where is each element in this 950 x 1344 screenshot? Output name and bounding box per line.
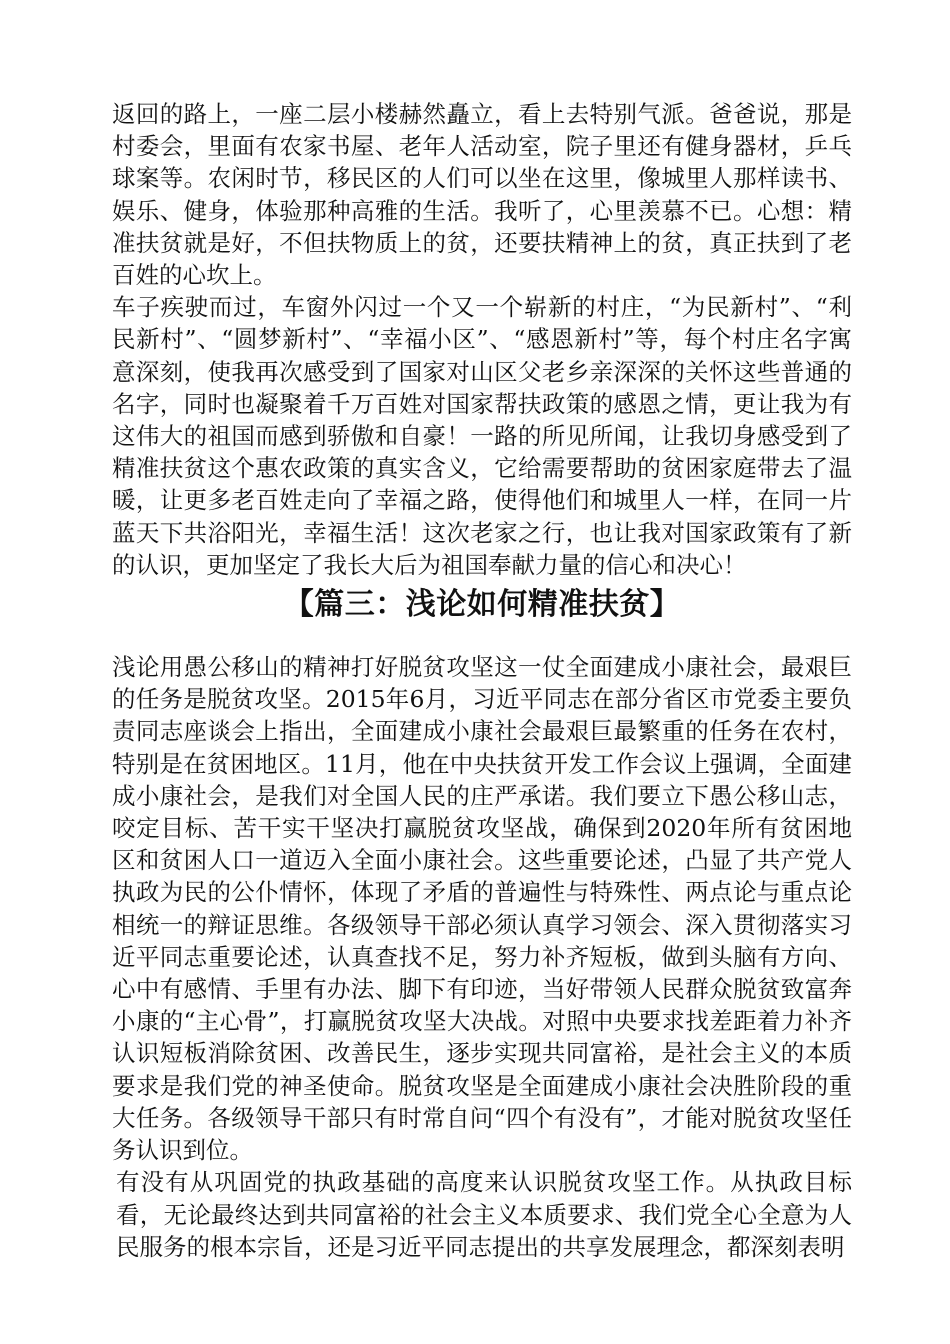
section-heading: 【篇三：浅论如何精准扶贫】 (283, 587, 681, 623)
document-page (112, 98, 852, 1263)
paragraph-poverty-alleviation: 浅论用愚公移山的精神打好脱贫攻坚这一仗全面建成小康社会，最艰巨的任务是脱贫攻坚。2015年6月，习近平同志在部分省区市党委主要负责同志座谈会上指出，全面建成小康社会最艰巨最繁重的任务在农村，特别是在贫困地区。11月，他在中央扶贫开发工作会议上强调，全面建成小康社会，是我们对全国人民的庄严承诺。我们要立下愚公移山志，咬定目标、苦干实干坚决打赢脱贫攻坚战，确保到2020年所有贫困地区和贫困人口一道迈入全面小康社会。这些重要论述，凸显了共产党人执政为民的公仆情怀，体现了矛盾的普遍性与特殊性、两点论与重点论相统一的辩证思维。各级领导干部必须认真学习领会、深入贯彻落实习近平同志重要论述，认真查找不足，努力补齐短板，做到头脑有方向、心中有感情、手里有办法、脚下有印迹，当好带领人民群众脱贫致富奔小康的“主心骨”，打赢脱贫攻坚大决战。对照中央要求找差距着力补齐认识短板消除贫困、改善民生，逐步实现共同富裕，是社会主义的本质要求是我们党的神圣使命。脱贫攻坚是全面建成小康社会决胜阶段的重大任务。各级领导干部只有时常自问“四个有没有”，才能对脱贫攻坚任务认识到位。 (112, 653, 852, 1165)
paragraph-ruling-foundation: 有没有从巩固党的执政基础的高度来认识脱贫攻坚工作。从执政目标看，无论最终达到共同富裕的社会主义本质要求、我们党全心全意为人民服务的根本宗旨，还是习近平同志提出的共享发展理念，都深刻表明 (116, 1168, 852, 1261)
paragraph-village-committee: 返回的路上，一座二层小楼赫然矗立，看上去特别气派。爸爸说，那是村委会，里面有农家书屋、老年人活动室，院子里还有健身器材，乒乓球案等。农闲时节，移民区的人们可以坐在这里，像城里人那样读书、娱乐、健身，体验那种高雅的生活。我听了，心里羡慕不已。心想：精准扶贫就是好，不但扶物质上的贫，还要扶精神上的贫，真正扶到了老百姓的心坎上。 (112, 100, 852, 290)
paragraph-new-villages: 车子疾驶而过，车窗外闪过一个又一个崭新的村庄，“为民新村”、“利民新村”、“圆梦新村”、“幸福小区”、“感恩新村”等，每个村庄名字寓意深刻，使我再次感受到了国家对山区父老乡亲深深的关怀这些普通的名字，同时也凝聚着千万百姓对国家帮扶政策的感恩之情，更让我为有这伟大的祖国而感到骄傲和自豪！一路的所见所闻，让我切身感受到了精准扶贫这个惠农政策的真实含义，它给需要帮助的贫困家庭带去了温暖，让更多老百姓走向了幸福之路，使得他们和城里人一样，在同一片蓝天下共浴阳光，幸福生活！这次老家之行，也让我对国家政策有了新的认识，更加坚定了我长大后为祖国奉献力量的信心和决心！ (112, 293, 852, 579)
